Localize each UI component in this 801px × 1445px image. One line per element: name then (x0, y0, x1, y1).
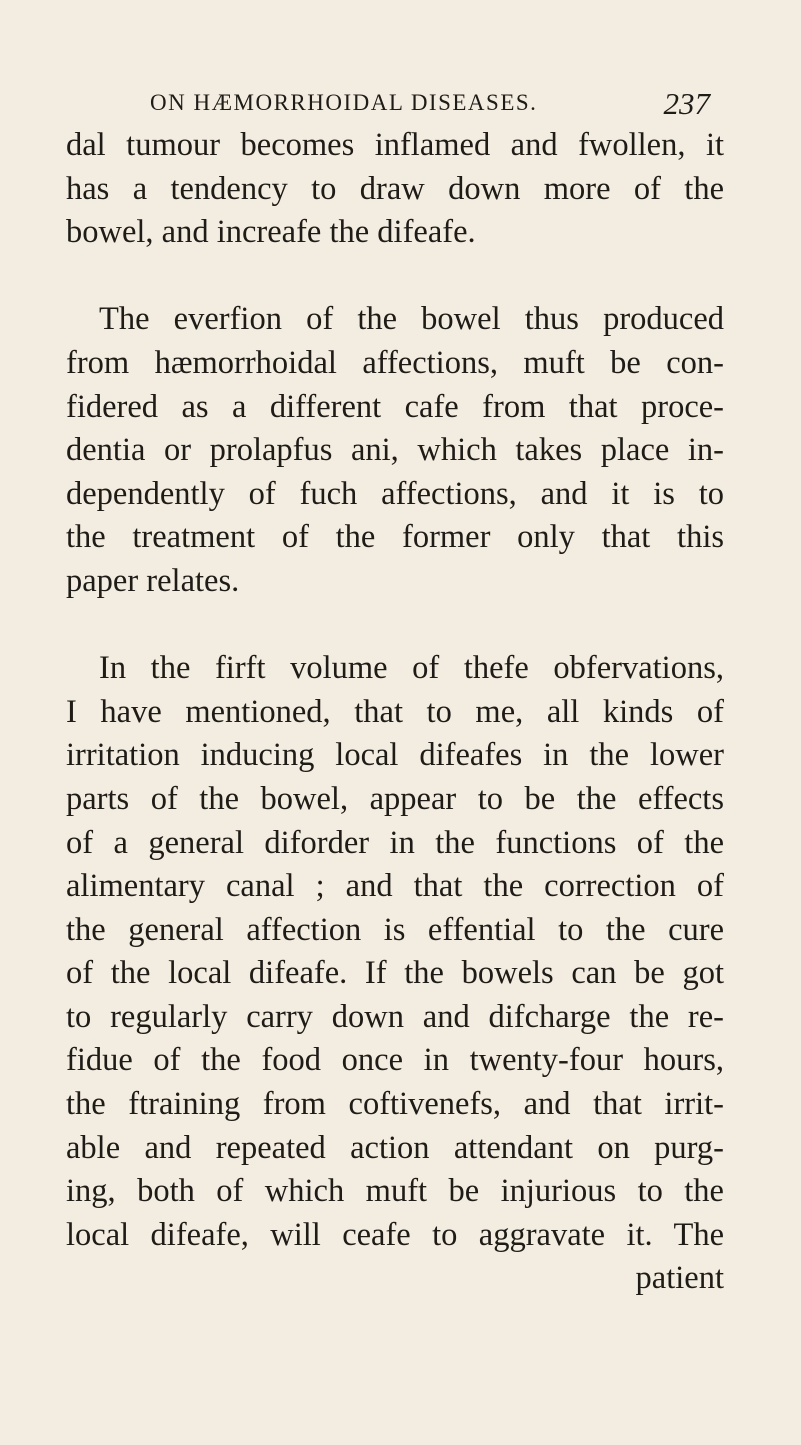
text-line: alimentary canal ; and that the correction of (66, 868, 724, 905)
running-head (150, 86, 710, 126)
text-line: able and repeated action attendant on purg- (66, 1129, 724, 1166)
catchword: patient (635, 1260, 724, 1297)
text-line: fidered as a different cafe from that proce- (66, 388, 724, 425)
body-text (66, 124, 724, 1301)
text-line: The everfion of the bowel thus produced (99, 301, 724, 338)
text-line: fidue of the food once in twenty-four hours, (66, 1042, 724, 1079)
text-line: the general affection is effential to the cure (66, 911, 724, 948)
text-line: from hæmorrhoidal affections, muft be con- (66, 344, 724, 381)
text-line: dal tumour becomes inflamed and fwollen, it (66, 127, 724, 163)
text-line: of a general diforder in the functions of the (66, 824, 724, 861)
paragraph-gap (66, 255, 724, 299)
text-line: paper relates. (66, 562, 240, 599)
text-line: ing, both of which muft be injurious to the (66, 1173, 724, 1210)
text-line: In the firft volume of thefe obfervations, (99, 650, 724, 687)
page-number: 237 (663, 86, 710, 121)
text-line: bowel, and increafe the difeafe. (66, 214, 476, 251)
paragraph-gap (66, 604, 724, 648)
running-title: ON HÆMORRHOIDAL DISEASES. (150, 90, 538, 115)
text-line: to regularly carry down and difcharge the re- (66, 998, 724, 1035)
text-line: dentia or prolapfus ani, which takes place in- (66, 432, 724, 469)
text-line: I have mentioned, that to me, all kinds of (66, 693, 724, 730)
text-line: parts of the bowel, appear to be the effects (66, 780, 724, 817)
text-line: dependently of fuch affections, and it is to (66, 475, 724, 512)
text-line: irritation inducing local difeafes in the lower (66, 737, 724, 774)
text-line: of the local difeafe. If the bowels can be got (66, 955, 724, 992)
text-line: has a tendency to draw down more of the (66, 170, 724, 207)
text-line: the ftraining from coftivenefs, and that irrit- (66, 1086, 724, 1123)
text-line: the treatment of the former only that this (66, 519, 724, 556)
text-line: local difeafe, will ceafe to aggravate it. The (66, 1216, 724, 1253)
